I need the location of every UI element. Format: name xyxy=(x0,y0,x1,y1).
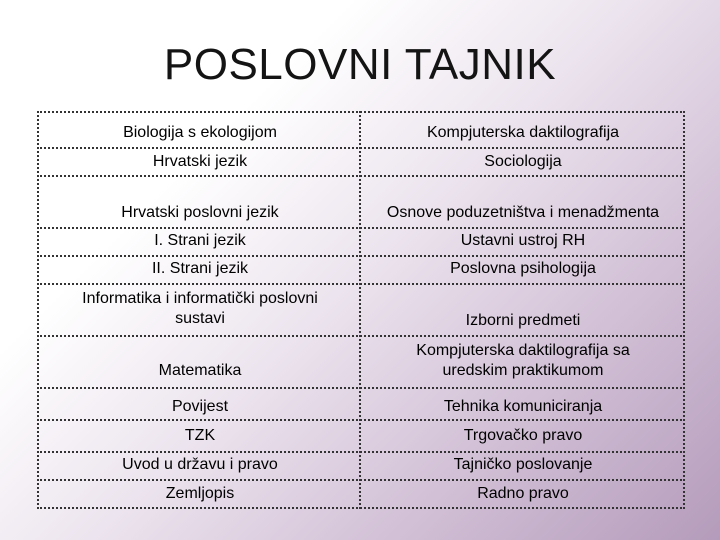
table-cell: Hrvatski poslovni jezik xyxy=(121,204,279,221)
row-divider xyxy=(37,283,685,285)
table-cell: Povijest xyxy=(171,398,229,415)
table-cell: Uvod u državu i pravo xyxy=(122,456,278,473)
table-cell: Matematika xyxy=(158,362,242,379)
table-cell: Poslovna psihologija xyxy=(450,260,596,277)
row-divider xyxy=(37,335,685,337)
row-divider xyxy=(37,175,685,177)
page-title: POSLOVNI TAJNIK xyxy=(163,40,557,89)
row-divider xyxy=(37,227,685,229)
table-cell: Osnove poduzetništva i menadžmenta xyxy=(386,204,660,221)
table-cell: Biologija s ekologijom xyxy=(123,124,277,141)
row-divider xyxy=(37,419,685,421)
table-cell: Tajničko poslovanje xyxy=(453,456,593,473)
table-cell: Ustavni ustroj RH xyxy=(460,232,586,249)
table-cell: Izborni predmeti xyxy=(465,312,581,329)
table-cell: Informatika i informatički poslovni sustavi xyxy=(82,290,318,327)
row-divider xyxy=(37,479,685,481)
row-divider xyxy=(37,451,685,453)
table-cell: II. Strani jezik xyxy=(151,260,249,277)
table-cell: Trgovačko pravo xyxy=(463,427,583,444)
row-divider xyxy=(37,147,685,149)
table-cell: Kompjuterska daktilografija xyxy=(426,124,620,141)
table-cell: Radno pravo xyxy=(477,485,569,502)
table-cell: Sociologija xyxy=(484,153,562,170)
table-cell: I. Strani jezik xyxy=(154,232,246,249)
row-divider xyxy=(37,387,685,389)
table-cell: Hrvatski jezik xyxy=(152,153,248,170)
row-divider xyxy=(37,255,685,257)
table-cell: Tehnika komuniciranja xyxy=(443,398,603,415)
table-cell: Zemljopis xyxy=(165,485,235,502)
table-cell: TZK xyxy=(184,427,216,444)
table-cell: Kompjuterska daktilografija sa uredskim praktikumom xyxy=(416,342,630,379)
